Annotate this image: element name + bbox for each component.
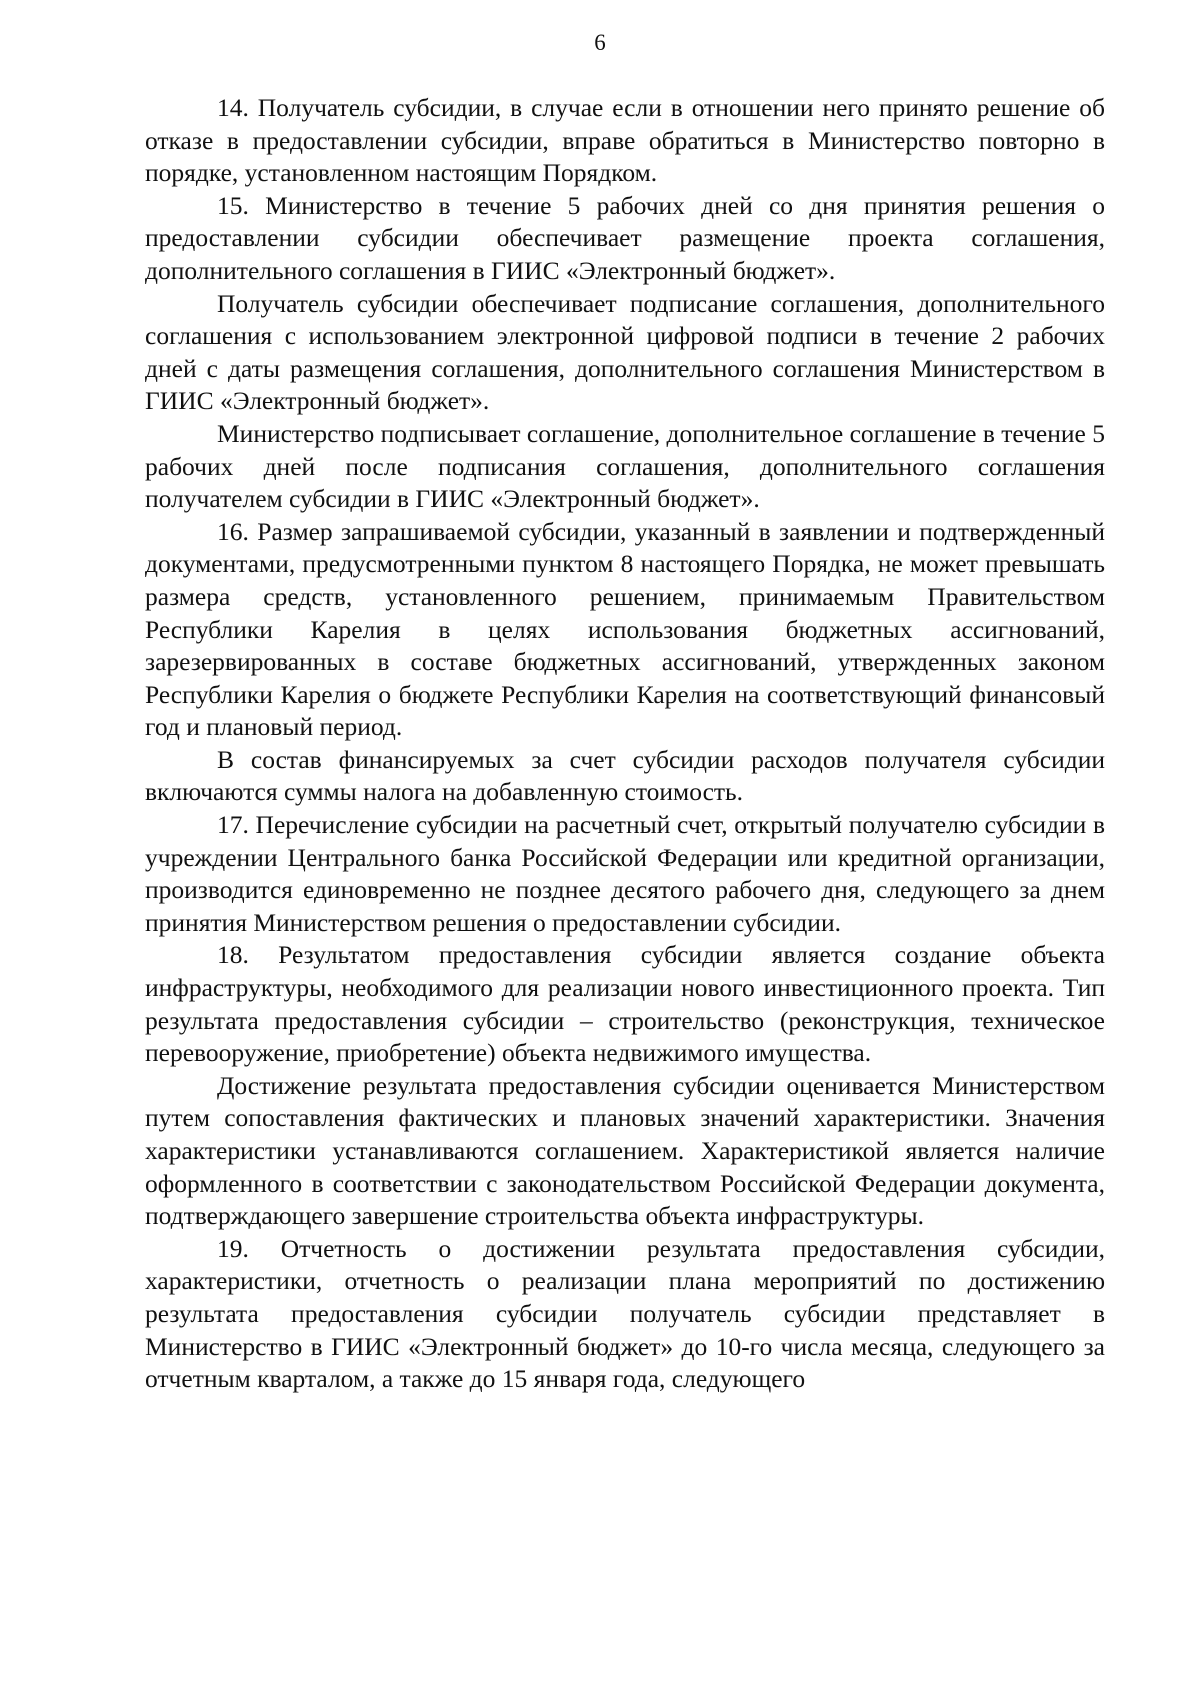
paragraph-14: 14. Получатель субсидии, в случае если в отношении него принято решение об отказе в предоставлении субсидии, вправе обратиться в Министерство повторно в порядке, установленном настоящим Порядком. [145, 93, 1105, 188]
paragraph-18: 18. Результатом предоставления субсидии является создание объекта инфраструктуры, необходимого для реализации нового инвестиционного проекта. Тип результата предоставления субсидии – строительство (реконструкция, техническое перевооружение, приобретение) объекта недвижимого имущества. [145, 940, 1105, 1068]
paragraph-16-vat: В состав финансируемых за счет субсидии расходов получателя субсидии включаются суммы налога на добавленную стоимость. [145, 744, 1105, 807]
paragraph-19: 19. Отчетность о достижении результата предоставления субсидии, характеристики, отчетность о реализации плана мероприятий по достижению результата предоставления субсидии получатель субсидии представляет в Министерство в ГИИС «Электронный бюджет» до 10-го числа месяца, следующего за отчетным кварталом, а также до 15 января года, следующего [145, 1233, 1105, 1394]
paragraph-15: 15. Министерство в течение 5 рабочих дней со дня принятия решения о предоставлении субсидии обеспечивает размещение проекта соглашения, дополнительного соглашения в ГИИС «Электронный бюджет». [145, 190, 1105, 285]
page-number: 6 [594, 30, 606, 55]
document-body [145, 92, 1105, 1396]
paragraph-15-ministry-signing: Министерство подписывает соглашение, дополнительное соглашение в течение 5 рабочих дней после подписания соглашения, дополнительного соглашения получателем субсидии в ГИИС «Электронный бюджет». [145, 418, 1105, 514]
paragraph-17: 17. Перечисление субсидии на расчетный счет, открытый получателю субсидии в учреждении Центрального банка Российской Федерации или кредитной организации, производится единовременно не позднее десятого рабочего дня, следующего за днем принятия Министерством решения о предоставлении субсидии. [145, 810, 1105, 937]
paragraph-16: 16. Размер запрашиваемой субсидии, указанный в заявлении и подтвержденный документами, предусмотренными пунктом 8 настоящего Порядка, не может превышать размера средств, установленного решением, принимаемым Правительством Республики Карелия в целях использования бюджетных ассигнований, зарезервированных в составе бюджетных ассигнований, утвержденных законом Республики Карелия о бюджете Республики Карелия на соответствующий финансовый год и плановый период. [145, 516, 1105, 742]
paragraph-15-signing: Получатель субсидии обеспечивает подписание соглашения, дополнительного соглашения с использованием электронной цифровой подписи в течение 2 рабочих дней с даты размещения соглашения, дополнительного соглашения Министерством в ГИИС «Электронный бюджет». [145, 288, 1105, 416]
paragraph-18-evaluation: Достижение результата предоставления субсидии оценивается Министерством путем сопоставления фактических и плановых значений характеристики. Значения характеристики устанавливаются соглашением. Характеристикой является наличие оформленного в соответствии с законодательством Российской Федерации документа, подтверждающего завершение строительства объекта инфраструктуры. [145, 1070, 1105, 1231]
